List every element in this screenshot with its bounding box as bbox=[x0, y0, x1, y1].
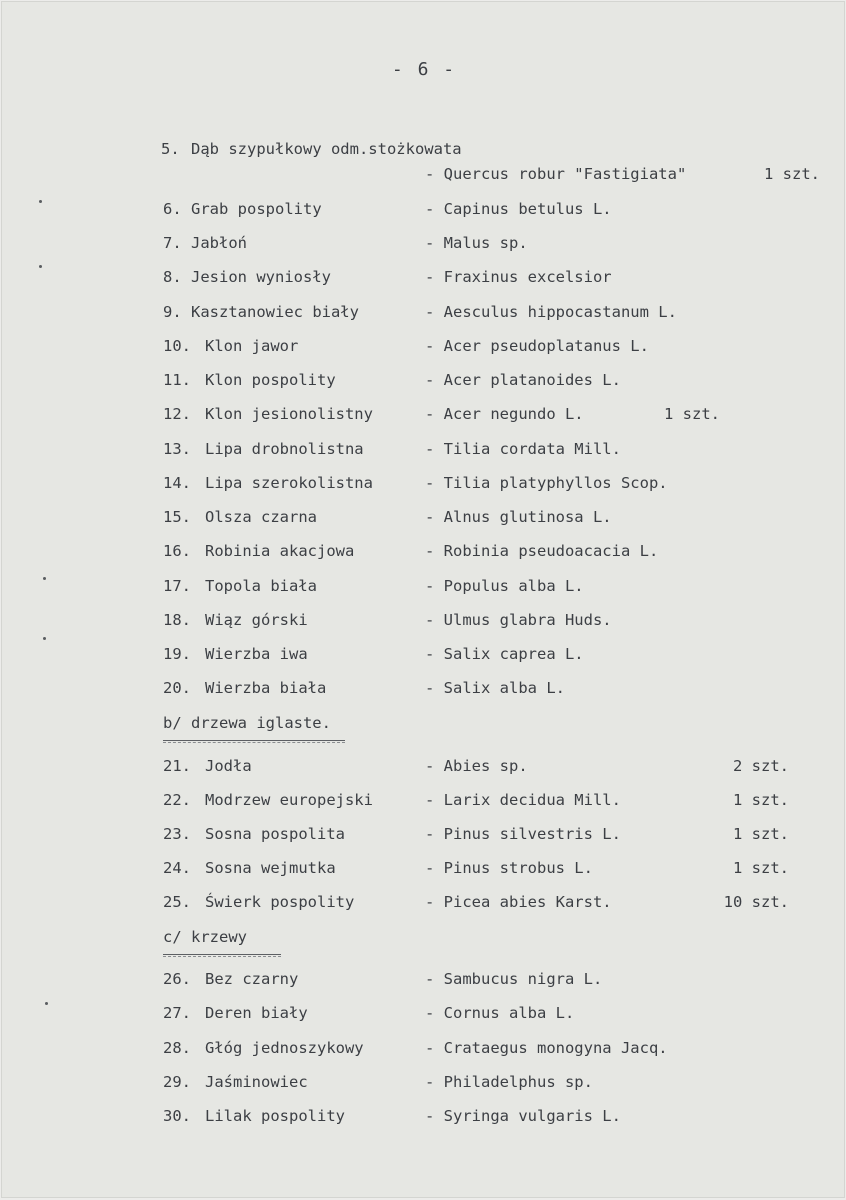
item-latin-name: - Robinia pseudoacacia L. bbox=[425, 542, 659, 560]
item-latin-name: - Salix caprea L. bbox=[425, 645, 584, 663]
item-polish-name: Klon jesionolistny bbox=[205, 405, 373, 423]
item-number: 11. bbox=[163, 371, 191, 389]
item-number: 25. bbox=[163, 893, 191, 911]
section-heading-shrubs: c/ krzewy bbox=[163, 928, 247, 946]
item-number: 17. bbox=[163, 577, 191, 595]
list-item bbox=[1, 474, 845, 496]
item-polish-name: Kasztanowiec biały bbox=[191, 303, 359, 321]
item-latin-name: - Larix decidua Mill. bbox=[425, 791, 621, 809]
item-polish-name: Lilak pospolity bbox=[205, 1107, 345, 1125]
item-polish-name: Robinia akacjowa bbox=[205, 542, 355, 560]
item-latin-name: - Sambucus nigra L. bbox=[425, 970, 603, 988]
item-number: 16. bbox=[163, 542, 191, 560]
item-number: 10. bbox=[163, 337, 191, 355]
item-number: 26. bbox=[163, 970, 191, 988]
item-number: 23. bbox=[163, 825, 191, 843]
item-latin-name: - Quercus robur "Fastigiata" bbox=[425, 165, 687, 183]
item-latin-name: - Crataegus monogyna Jacq. bbox=[425, 1039, 668, 1057]
item-quantity: 1 szt. bbox=[733, 859, 789, 877]
item-number: 14. bbox=[163, 474, 191, 492]
list-item bbox=[1, 1004, 845, 1026]
item-latin-name: - Syringa vulgaris L. bbox=[425, 1107, 621, 1125]
item-number: 7. bbox=[163, 234, 182, 252]
item-latin-name: - Populus alba L. bbox=[425, 577, 584, 595]
margin-speck bbox=[45, 1002, 48, 1005]
list-item-continuation bbox=[1, 165, 845, 187]
item-polish-name: Modrzew europejski bbox=[205, 791, 373, 809]
item-polish-name: Wierzba iwa bbox=[205, 645, 308, 663]
item-latin-name: - Capinus betulus L. bbox=[425, 200, 612, 218]
item-latin-name: - Alnus glutinosa L. bbox=[425, 508, 612, 526]
item-polish-name: Jabłoń bbox=[191, 234, 247, 252]
margin-speck bbox=[43, 577, 46, 580]
list-item bbox=[1, 859, 845, 881]
list-item bbox=[1, 679, 845, 701]
item-polish-name: Jesion wyniosły bbox=[191, 268, 331, 286]
margin-speck bbox=[39, 200, 42, 203]
section-underline bbox=[163, 740, 345, 743]
item-quantity: 1 szt. bbox=[764, 165, 820, 183]
item-polish-name: Wiąz górski bbox=[205, 611, 308, 629]
item-number: 29. bbox=[163, 1073, 191, 1091]
item-number: 27. bbox=[163, 1004, 191, 1022]
list-item bbox=[1, 405, 845, 427]
list-item bbox=[1, 234, 845, 256]
item-quantity: 1 szt. bbox=[733, 791, 789, 809]
page-number: - 6 - bbox=[391, 59, 457, 80]
item-latin-name: - Abies sp. bbox=[425, 757, 528, 775]
margin-speck bbox=[43, 637, 46, 640]
item-number: 6. bbox=[163, 200, 182, 218]
item-polish-name: Dąb szypułkowy odm.stożkowata bbox=[191, 140, 462, 158]
margin-speck bbox=[39, 265, 42, 268]
list-item bbox=[1, 542, 845, 564]
item-latin-name: - Ulmus glabra Huds. bbox=[425, 611, 612, 629]
item-latin-name: - Malus sp. bbox=[425, 234, 528, 252]
section-heading-conifers: b/ drzewa iglaste. bbox=[163, 714, 331, 732]
list-item bbox=[1, 970, 845, 992]
item-quantity: 2 szt. bbox=[733, 757, 789, 775]
item-latin-name: - Pinus silvestris L. bbox=[425, 825, 621, 843]
item-quantity: 1 szt. bbox=[664, 405, 720, 423]
list-item bbox=[1, 337, 845, 359]
list-item bbox=[1, 268, 845, 290]
list-item bbox=[1, 140, 845, 162]
document-page bbox=[1, 1, 845, 1198]
item-number: 19. bbox=[163, 645, 191, 663]
item-polish-name: Bez czarny bbox=[205, 970, 299, 988]
list-item bbox=[1, 200, 845, 222]
item-quantity: 1 szt. bbox=[733, 825, 789, 843]
item-latin-name: - Philadelphus sp. bbox=[425, 1073, 593, 1091]
item-polish-name: Sosna pospolita bbox=[205, 825, 345, 843]
list-item bbox=[1, 440, 845, 462]
item-polish-name: Lipa szerokolistna bbox=[205, 474, 373, 492]
item-polish-name: Deren biały bbox=[205, 1004, 308, 1022]
item-latin-name: - Picea abies Karst. bbox=[425, 893, 612, 911]
item-latin-name: - Aesculus hippocastanum L. bbox=[425, 303, 677, 321]
item-polish-name: Jodła bbox=[205, 757, 252, 775]
item-polish-name: Klon pospolity bbox=[205, 371, 336, 389]
item-polish-name: Olsza czarna bbox=[205, 508, 317, 526]
list-item bbox=[1, 825, 845, 847]
item-number: 28. bbox=[163, 1039, 191, 1057]
list-item bbox=[1, 1107, 845, 1129]
item-number: 18. bbox=[163, 611, 191, 629]
item-polish-name: Wierzba biała bbox=[205, 679, 327, 697]
section-underline bbox=[163, 954, 281, 957]
item-latin-name: - Acer negundo L. bbox=[425, 405, 584, 423]
list-item bbox=[1, 577, 845, 599]
item-latin-name: - Salix alba L. bbox=[425, 679, 565, 697]
list-item bbox=[1, 303, 845, 325]
list-item bbox=[1, 611, 845, 633]
item-number: 22. bbox=[163, 791, 191, 809]
list-item bbox=[1, 1039, 845, 1061]
list-item bbox=[1, 893, 845, 915]
list-item bbox=[1, 791, 845, 813]
list-item bbox=[1, 508, 845, 530]
list-item bbox=[1, 645, 845, 667]
item-latin-name: - Cornus alba L. bbox=[425, 1004, 575, 1022]
list-item bbox=[1, 757, 845, 779]
item-number: 21. bbox=[163, 757, 191, 775]
list-item bbox=[1, 371, 845, 393]
item-quantity: 10 szt. bbox=[723, 893, 789, 911]
item-polish-name: Klon jawor bbox=[205, 337, 299, 355]
item-number: 8. bbox=[163, 268, 182, 286]
item-number: 5. bbox=[161, 140, 180, 158]
item-latin-name: - Tilia platyphyllos Scop. bbox=[425, 474, 668, 492]
item-polish-name: Topola biała bbox=[205, 577, 317, 595]
item-number: 13. bbox=[163, 440, 191, 458]
item-polish-name: Sosna wejmutka bbox=[205, 859, 336, 877]
item-latin-name: - Acer pseudoplatanus L. bbox=[425, 337, 649, 355]
item-number: 15. bbox=[163, 508, 191, 526]
list-item bbox=[1, 1073, 845, 1095]
item-latin-name: - Acer platanoides L. bbox=[425, 371, 621, 389]
item-number: 12. bbox=[163, 405, 191, 423]
item-polish-name: Świerk pospolity bbox=[205, 893, 355, 911]
item-latin-name: - Tilia cordata Mill. bbox=[425, 440, 621, 458]
item-number: 20. bbox=[163, 679, 191, 697]
item-number: 30. bbox=[163, 1107, 191, 1125]
item-polish-name: Głóg jednoszykowy bbox=[205, 1039, 364, 1057]
item-polish-name: Grab pospolity bbox=[191, 200, 322, 218]
item-latin-name: - Pinus strobus L. bbox=[425, 859, 593, 877]
item-number: 9. bbox=[163, 303, 182, 321]
item-number: 24. bbox=[163, 859, 191, 877]
item-polish-name: Lipa drobnolistna bbox=[205, 440, 364, 458]
item-polish-name: Jaśminowiec bbox=[205, 1073, 308, 1091]
item-latin-name: - Fraxinus excelsior bbox=[425, 268, 612, 286]
